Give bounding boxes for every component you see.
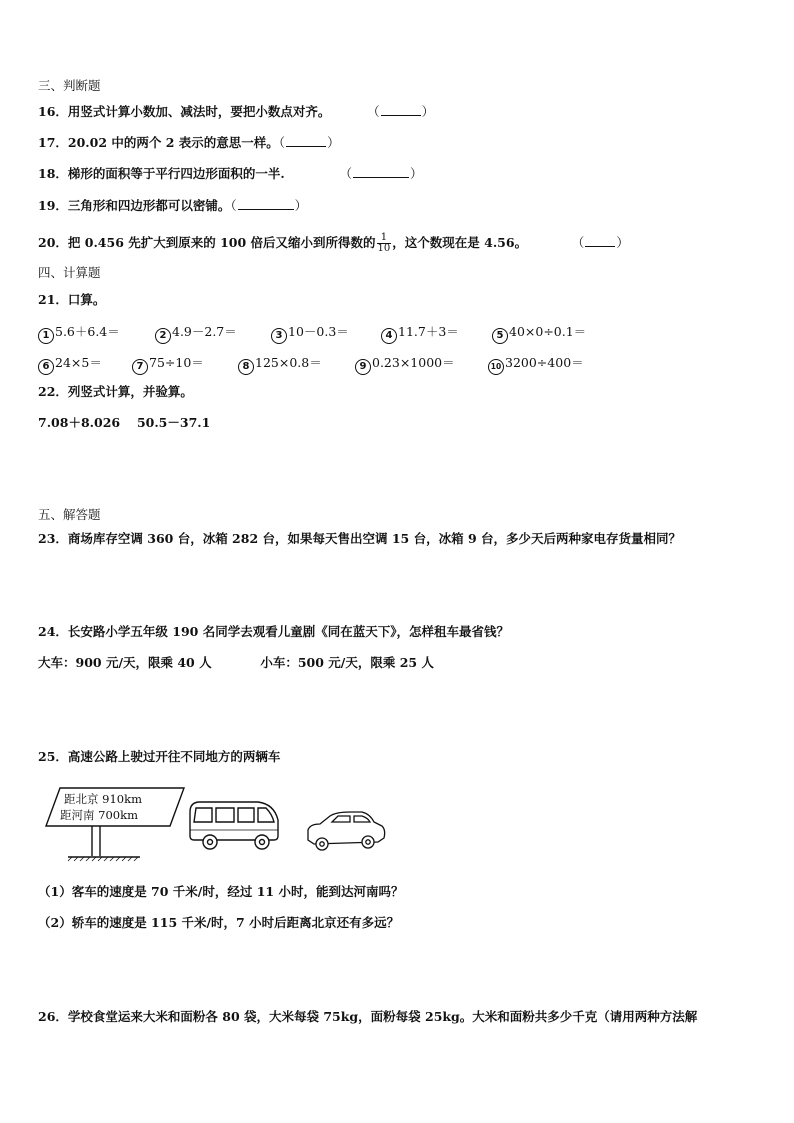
question-16-text: 16．用竖式计算小数加、减法时，要把小数点对齐。 (38, 104, 331, 119)
answer-blank[interactable] (585, 235, 615, 247)
question-22-title: 22．列竖式计算，并验算。 (38, 384, 193, 399)
question-17 (38, 135, 340, 151)
calc-expression: 40×0÷0.1＝ (509, 324, 587, 339)
paren-open: （ (230, 198, 237, 213)
question-20-text-after: ，这个数现在是 4.56。 (392, 235, 528, 250)
answer-blank[interactable] (286, 135, 326, 147)
question-24: 24．长安路小学五年级 190 名同学去观看儿童剧《同在蓝天下》，怎样租车最省钱？ (38, 624, 509, 639)
answer-blank[interactable] (353, 166, 409, 178)
paren-open: （ (339, 166, 352, 181)
calc-expression: 10－0.3＝ (288, 324, 349, 339)
question-19 (38, 198, 307, 214)
calc-expression: 125×0.8＝ (255, 355, 322, 370)
circled-number: 6 (38, 359, 54, 375)
circled-number: 4 (381, 328, 397, 344)
calc-item (355, 353, 455, 375)
question-16 (38, 104, 434, 120)
calc-item (381, 322, 459, 344)
calc-expression: 11.7＋3＝ (398, 324, 459, 339)
mental-calc-row-2 (38, 353, 758, 371)
fraction (377, 233, 392, 254)
calc-item (492, 322, 586, 344)
question-26: 26．学校食堂运来大米和面粉各 80 袋，大米每袋 75kg，面粉每袋 25kg。大米和面粉共多少千克（请用两种方法解 (38, 1009, 698, 1024)
circled-number: 8 (238, 359, 254, 375)
circled-number: 7 (132, 359, 148, 375)
circled-number: 9 (355, 359, 371, 375)
question-25-sub-2: （2）轿车的速度是 115 千米/时，7 小时后距离北京还有多远？ (38, 915, 400, 930)
bus-icon (190, 802, 278, 849)
calc-expression: 75÷10＝ (149, 355, 204, 370)
question-19-text: 19．三角形和四边形都可以密铺。 (38, 198, 231, 213)
question-17-text: 17．20.02 中的两个 2 表示的意思一样。 (38, 135, 279, 150)
circled-number: 1 (38, 328, 54, 344)
mental-calc-row-1 (38, 322, 758, 340)
fraction-numerator: 1 (377, 233, 392, 244)
calc-item (238, 353, 322, 375)
calc-expression: 4.9－2.7＝ (172, 324, 237, 339)
question-22-expressions: 7.08＋8.026 50.5－37.1 (38, 415, 211, 430)
question-23: 23．商场库存空调 360 台，冰箱 282 台，如果每天售出空调 15 台，冰箱 9 台，多少天后两种家电存货量相同？ (38, 531, 681, 546)
paren-close: ） (421, 104, 435, 119)
calc-expression: 3200÷400＝ (505, 355, 584, 370)
paren-close: ） (327, 135, 340, 150)
calc-item (488, 353, 584, 375)
answer-blank[interactable] (381, 104, 421, 116)
calc-item (132, 353, 204, 375)
calc-expression: 24×5＝ (55, 355, 102, 370)
question-25: 25．高速公路上驶过开往不同地方的两辆车 (38, 749, 281, 764)
circled-number: 10 (488, 359, 504, 375)
question-25-sub-1: （1）客车的速度是 70 千米/时，经过 11 小时，能到达河南吗？ (38, 884, 404, 899)
paren-close: ） (409, 166, 423, 181)
question-18-text: 18．梯形的面积等于平行四边形面积的一半. (38, 166, 285, 181)
question-20 (38, 230, 629, 256)
calc-expression: 0.23×1000＝ (372, 355, 455, 370)
section-judge-heading: 三、判断题 (38, 78, 101, 93)
paren-open: （ (278, 135, 286, 150)
sign-line-1: 距北京 910km (64, 792, 142, 806)
question-24-options (38, 655, 434, 671)
section-calc-heading: 四、计算题 (38, 265, 101, 280)
question-18 (38, 166, 423, 182)
calc-item (271, 322, 349, 344)
paren-open: （ (571, 235, 585, 250)
calc-item (38, 322, 120, 344)
sign-line-2: 距河南 700km (60, 808, 138, 822)
question-25-illustration (38, 782, 398, 862)
fraction-denominator: 10 (377, 243, 391, 254)
paren-close: ） (294, 198, 308, 213)
question-21-title: 21．口算。 (38, 292, 106, 307)
paren-open: （ (367, 104, 380, 119)
section-solve-heading: 五、解答题 (38, 507, 101, 522)
calc-item (38, 353, 102, 375)
calc-item (155, 322, 237, 344)
car-icon (308, 812, 385, 850)
answer-blank[interactable] (238, 198, 294, 210)
calc-expression: 5.6＋6.4＝ (55, 324, 120, 339)
circled-number: 5 (492, 328, 508, 344)
circled-number: 3 (271, 328, 287, 344)
small-bus-option: 小车：500 元/天，限乘 25 人 (260, 655, 434, 670)
circled-number: 2 (155, 328, 171, 344)
big-bus-option: 大车：900 元/天，限乘 40 人 (38, 655, 212, 670)
question-20-text: 20．把 0.456 先扩大到原来的 100 倍后又缩小到所得数的 (38, 235, 376, 250)
paren-close: ） (616, 235, 629, 250)
